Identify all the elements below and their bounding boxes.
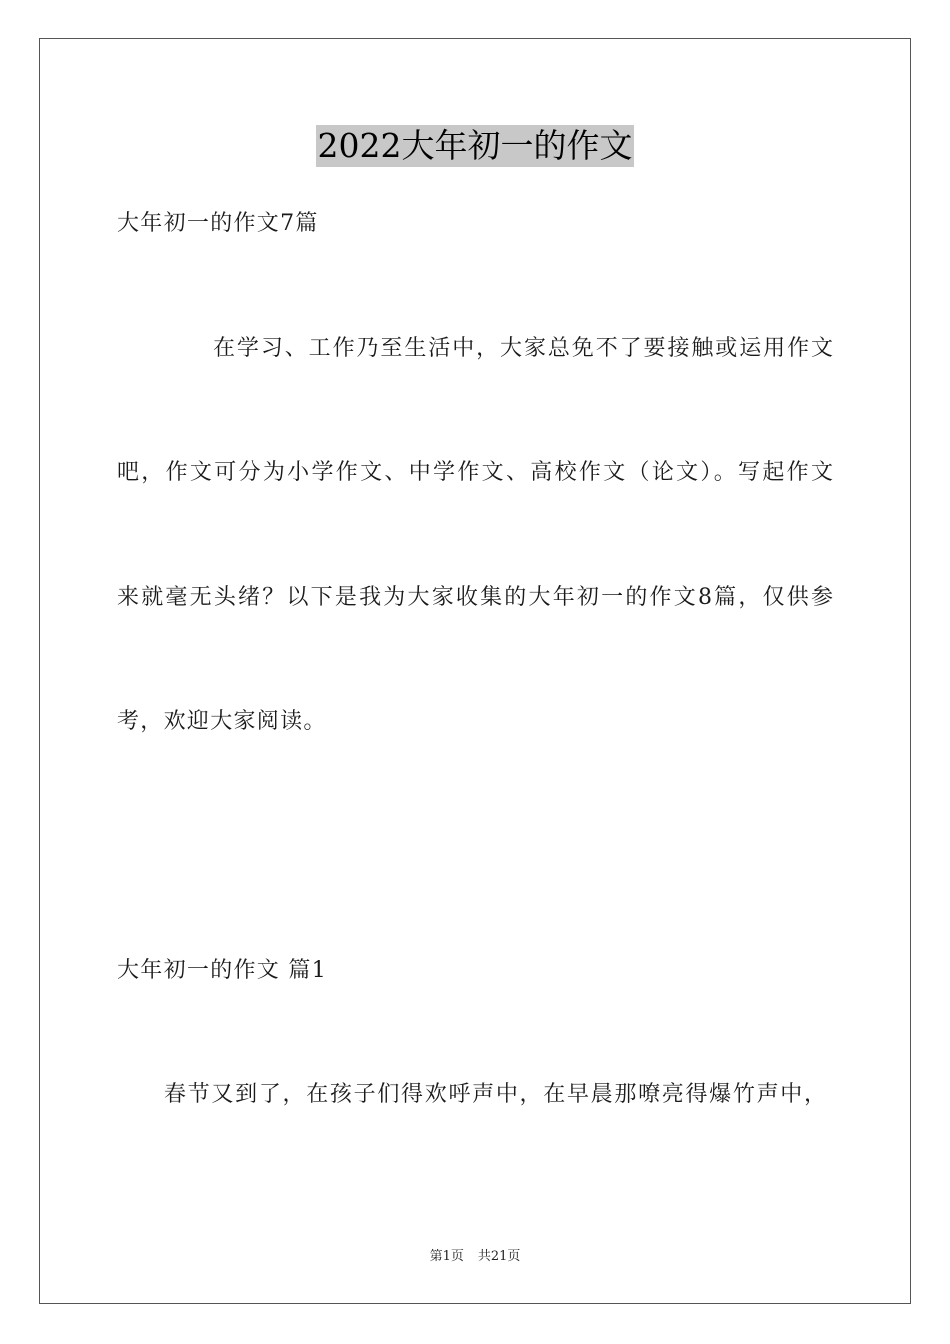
title-container (0, 125, 950, 167)
page-total: 共21页 (477, 1249, 521, 1264)
intro-paragraph-line-1: 在学习、工作乃至生活中，大家总免不了要接触或运用作文 (213, 336, 833, 361)
body-paragraph-line-1: 春节又到了，在孩子们得欢呼声中，在早晨那嘹亮得爆竹声中， (164, 1082, 826, 1107)
document-subtitle: 大年初一的作文7篇 (117, 211, 319, 236)
document-title: 2022大年初一的作文 (317, 126, 633, 165)
section-heading: 大年初一的作文 篇1 (117, 958, 327, 983)
intro-paragraph-line-2: 吧，作文可分为小学作文、中学作文、高校作文（论文）。写起作文 (117, 460, 833, 485)
page-footer (0, 1248, 950, 1266)
intro-paragraph-line-3: 来就毫无头绪？以下是我为大家收集的大年初一的作文8篇，仅供参 (117, 585, 833, 610)
intro-paragraph-line-4: 考，欢迎大家阅读。 (117, 709, 327, 734)
page-number: 第1页 (429, 1249, 464, 1264)
